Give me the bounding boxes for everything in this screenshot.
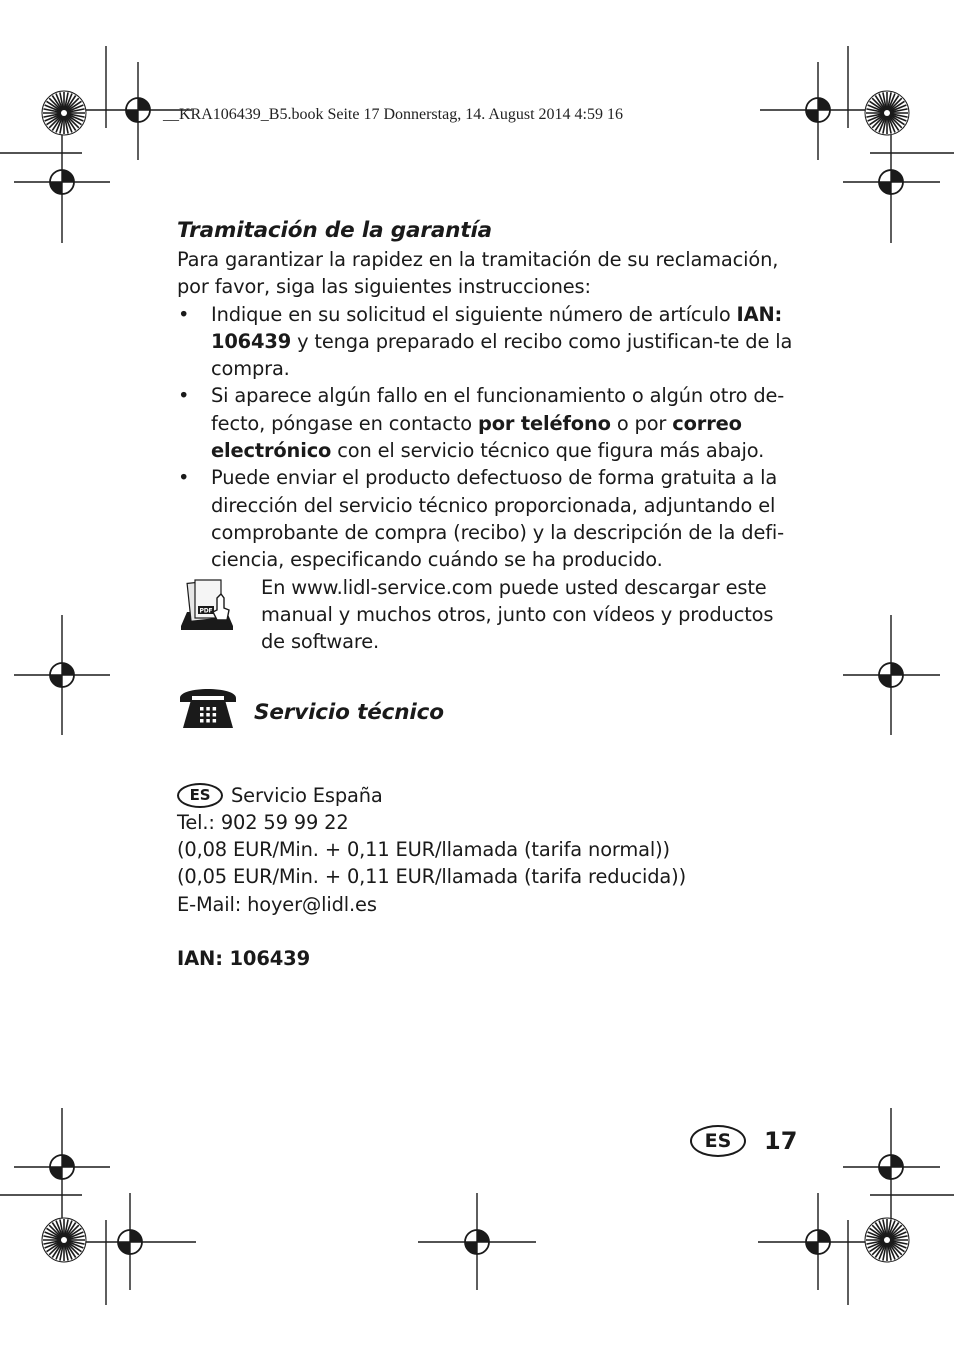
list-item: • Indique en su solicitud el siguiente número de artículo IAN: 106439 y tenga preparado el recibo como justifican-te de la compra. — [178, 302, 793, 381]
download-note-text: En www.lidl-service.com puede usted descargar este manual y muchos otros, junto con vídeos y productos de software. — [261, 575, 774, 654]
service-section-header — [177, 682, 802, 740]
bullet-icon: • — [178, 466, 190, 490]
country-badge: ES — [177, 783, 223, 808]
document-download-icon — [179, 576, 237, 632]
rate-normal: (0,08 EUR/Min. + 0,11 EUR/llamada (tarifa normal)) — [177, 838, 670, 862]
bullet-icon: • — [178, 302, 190, 326]
file-info-header: __KRA106439_B5.book Seite 17 Donnerstag, 14. August 2014 4:59 16 — [163, 106, 623, 123]
warranty-heading: Tramitación de la garantía — [177, 218, 493, 243]
telephone-icon — [177, 682, 239, 730]
email-address: E-Mail: hoyer@lidl.es — [177, 892, 377, 916]
contact-by-phone: por teléfono — [477, 411, 611, 435]
phone-number: Tel.: 902 59 99 22 — [177, 810, 349, 834]
warranty-intro: Para garantizar la rapidez en la tramitación de su reclamación, por favor, siga las siguientes instrucciones: — [177, 248, 779, 299]
service-contact-block — [177, 782, 802, 973]
rate-reduced: (0,05 EUR/Min. + 0,11 EUR/llamada (tarifa reducida)) — [177, 865, 686, 889]
svg-text:PDF: PDF — [199, 607, 213, 615]
list-item: • Puede enviar el producto defectuoso de forma gratuita a la dirección del servicio técnico proporcionada, adjuntando el comprobante de compra (recibo) y la descripción de la defi-ciencia, especificando cuándo se ha producido. — [178, 466, 784, 572]
page-number: 17 — [764, 1127, 798, 1155]
ian-number: IAN: 106439 — [177, 947, 311, 971]
country-label: Servicio España — [231, 783, 383, 807]
contact-by-email: correo electrónico — [211, 411, 742, 463]
page-footer — [690, 1125, 797, 1157]
page-content — [177, 216, 802, 972]
service-heading: Servicio técnico — [254, 699, 444, 725]
bullet-icon: • — [178, 384, 190, 408]
article-number: IAN: 106439 — [211, 302, 783, 353]
list-item: • Si aparece algún fallo en el funcionamiento o algún otro de-fecto, póngase en contacto por teléfono o por correo electrónico con el servicio técnico que figura más abajo. — [178, 384, 785, 463]
download-note — [177, 574, 802, 656]
warranty-instructions-list — [177, 301, 802, 574]
service-country — [177, 782, 802, 809]
language-badge: ES — [690, 1125, 746, 1157]
